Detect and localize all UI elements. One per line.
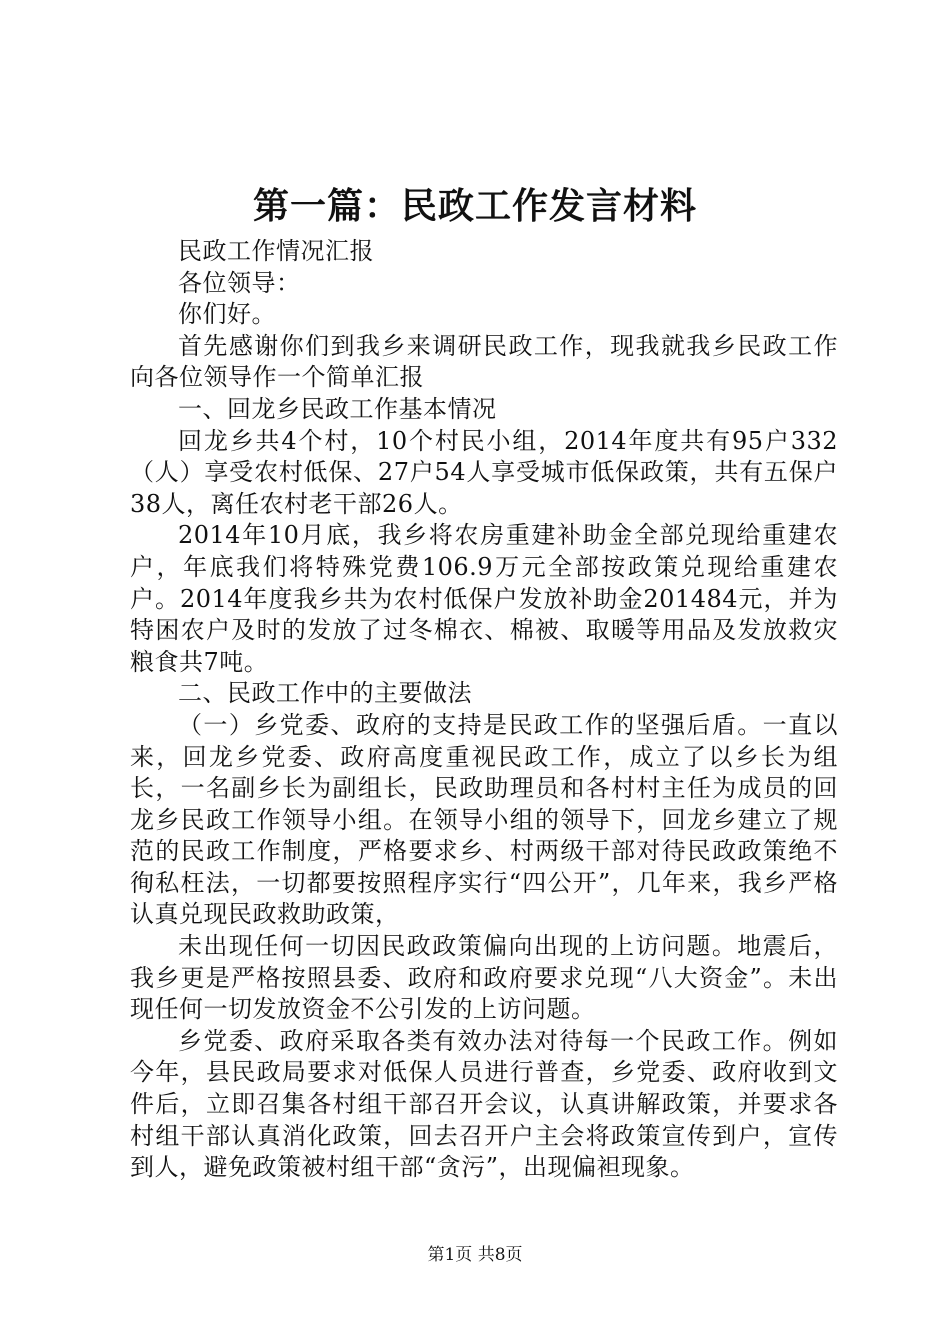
paragraph-basic-info: 回龙乡共4个村，10个村民小组，2014年度共有95户332（人）享受农村低保、27户54人享受城市低保政策，共有五保户38人，离任农村老干部26人。: [130, 426, 838, 518]
paragraph-subsidy: 2014年10月底，我乡将农房重建补助金全部兑现给重建农户，年底我们将特殊党费106.9万元全部按政策兑现给重建农户。2014年度我乡共为农村低保户发放补助金201484元，并为特困农户及时的发放了过冬棉衣、棉被、取暖等用品及发放救灾粮食共7吨。: [130, 521, 838, 676]
section-heading-2: 二、民政工作中的主要做法: [178, 679, 472, 708]
document-body: [130, 236, 838, 1184]
page-number: 第1页 共8页: [427, 1245, 523, 1265]
paragraph-salutation: 各位领导：: [178, 268, 301, 297]
section-heading-1: 一、回龙乡民政工作基本情况: [178, 394, 497, 423]
document-title: 第一篇：民政工作发言材料: [252, 185, 697, 227]
paragraph-greeting: 你们好。: [178, 300, 276, 329]
paragraph-support: （一）乡党委、政府的支持是民政工作的坚强后盾。一直以来，回龙乡党委、政府高度重视民政工作，成立了以乡长为组长，一名副乡长为副组长，民政助理员和各村村主任为成员的回龙乡民政工作领导小组。在领导小组的领导下，回龙乡建立了规范的民政工作制度，严格要求乡、村两级干部对待民政政策绝不徇私枉法，一切都要按照程序实行“四公开”，几年来，我乡严格认真兑现民政救助政策，: [130, 710, 838, 929]
page-footer: [0, 1244, 950, 1266]
paragraph-no-petitions: 未出现任何一切因民政政策偏向出现的上访问题。地震后，我乡更是严格按照县委、政府和政府要求兑现“八大资金”。未出现任何一切发放资金不公引发的上访问题。: [130, 932, 838, 1024]
paragraph-report-heading: 民政工作情况汇报: [178, 237, 374, 265]
paragraph-intro: 首先感谢你们到我乡来调研民政工作，现我就我乡民政工作向各位领导作一个简单汇报: [130, 331, 838, 392]
paragraph-measures: 乡党委、政府采取各类有效办法对待每一个民政工作。例如今年，县民政局要求对低保人员进行普查，乡党委、政府收到文件后，立即召集各村组干部召开会议，认真讲解政策，并要求各村组干部认真消化政策，回去召开户主会将政策宣传到户，宣传到人，避免政策被村组干部“贪污”，出现偏袒现象。: [130, 1026, 838, 1182]
